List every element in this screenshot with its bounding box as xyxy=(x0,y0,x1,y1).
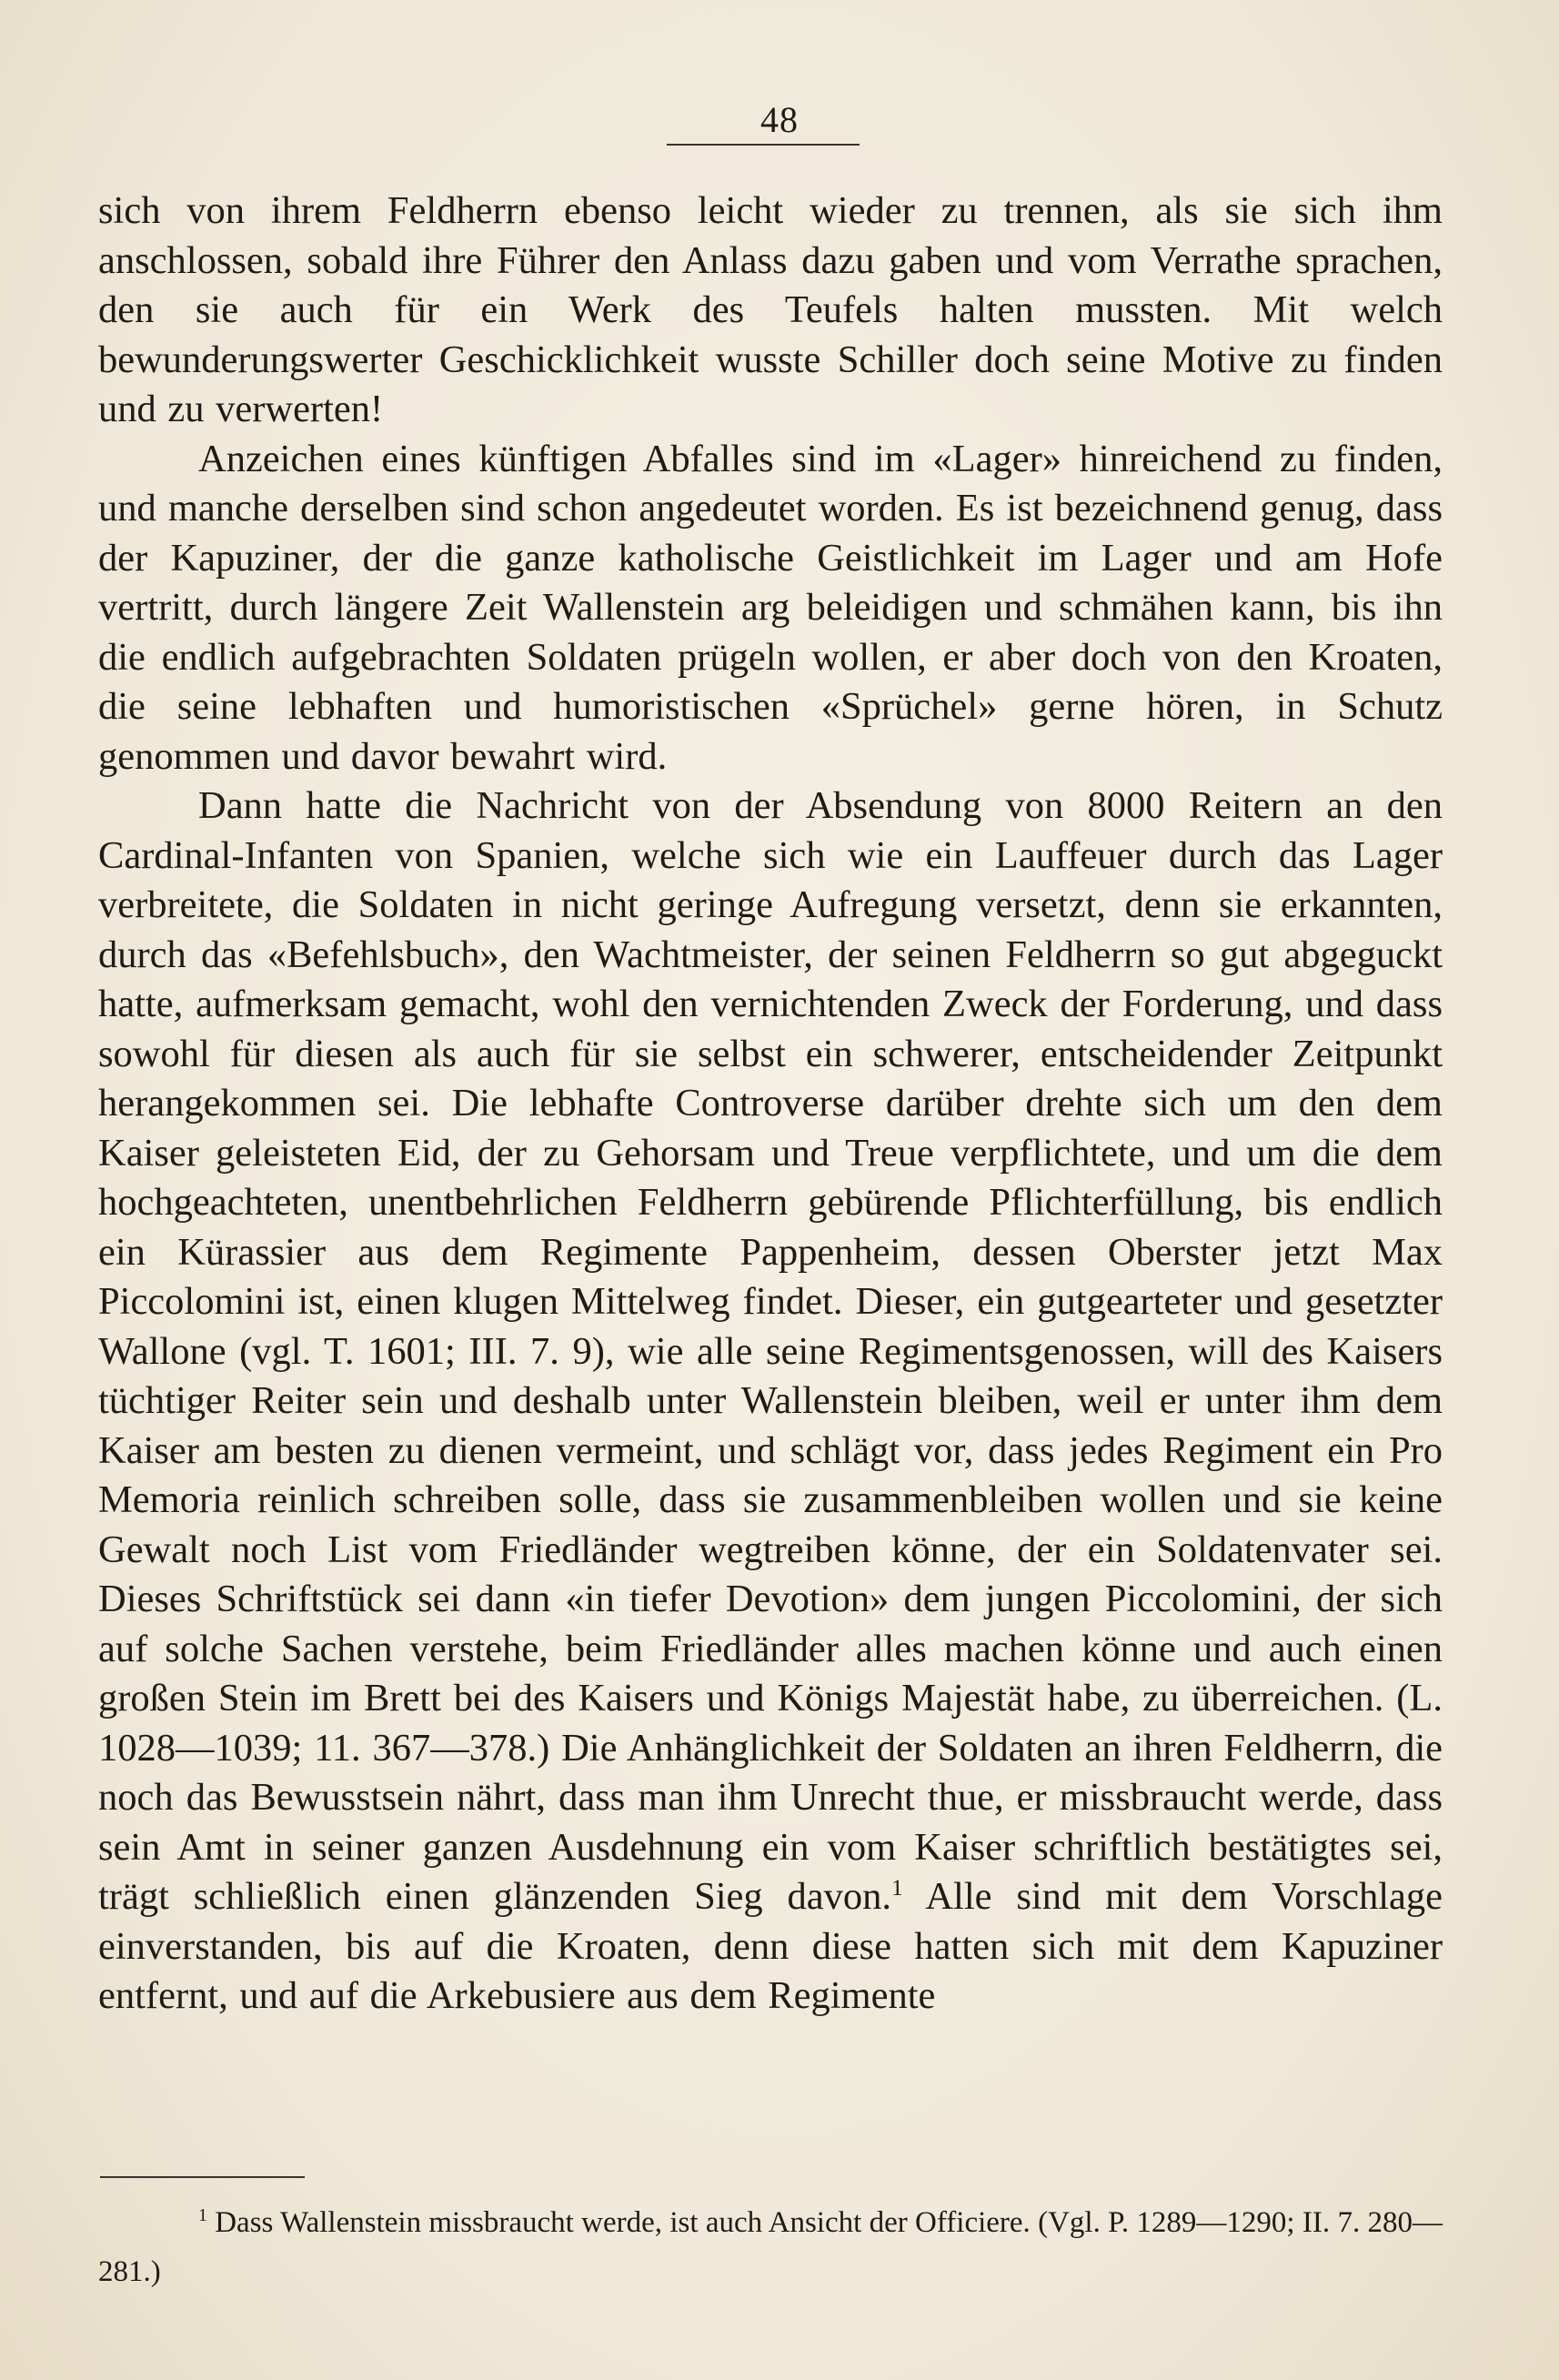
footnote-text: Dass Wallenstein missbraucht werde, ist auch Ansicht der Officiere. (Vgl. P. 1289—1290; II. 7. 280—281.) xyxy=(98,2206,1443,2288)
footnote-rule xyxy=(100,2176,305,2178)
paragraph-dann-tail: Alle sind mit dem Vorschlage einverstanden, bis auf die Kroaten, denn diese hatten sich mit dem Kapuziner entfernt, und auf die Arkebusiere aus dem Regimente xyxy=(98,1875,1443,2017)
paragraph-continuation: sich von ihrem Feldherrn ebenso leicht wieder zu trennen, als sie sich ihm anschlossen, sobald ihre Führer den Anlass dazu gaben und vom Verrathe sprachen, den sie auch für ein Werk des Teufels halten mussten. Mit welch bewunderungswerter Geschicklichkeit wusste Schiller doch seine Motive zu finden und zu verwerten! xyxy=(98,189,1443,430)
page-number: 48 xyxy=(760,99,799,140)
paragraph-dann xyxy=(98,782,1443,2022)
paragraph-anzeichen: Anzeichen eines künftigen Abfalles sind im «Lager» hinreichend zu finden, und manche derselben sind schon angedeutet worden. Es ist bezeichnend genug, dass der Kapuziner, der die ganze katholische Geistlichkeit im Lager und am Hofe vertritt, durch längere Zeit Wallenstein arg beleidigen und schmähen kann, bis ihn die endlich aufgebrachten Soldaten prügeln wollen, er aber doch von den Kroaten, die seine lebhaften und humoristischen «Sprüchel» gerne hören, in Schutz genommen und davor bewahrt wird. xyxy=(98,437,1443,778)
footnote xyxy=(98,2198,1443,2296)
paragraph-dann-text: Dann hatte die Nachricht von der Absendung von 8000 Reitern an den Cardinal-Infanten von Spanien, welche sich wie ein Lauffeuer durch das Lager verbreitete, die Soldaten in nicht geringe Aufregung versetzt, denn sie erkannten, durch das «Befehlsbuch», den Wachtmeister, der seinen Feldherrn so gut abgeguckt hatte, aufmerksam gemacht, wohl den vernichtenden Zweck der Forderung, und dass sowohl für diesen als auch für sie selbst ein schwerer, entscheidender Zeitpunkt herangekommen sei. Die lebhafte Controverse darüber drehte sich um den dem Kaiser geleisteten Eid, der zu Gehorsam und Treue verpflichtete, und um die dem hochgeachteten, unentbehrlichen Feldherrn gebürende Pflichterfüllung, bis endlich ein Kürassier aus dem Regimente Pappenheim, dessen Oberster jetzt Max Piccolomini ist, einen klugen Mittelweg findet. Dieser, ein gutgearteter und gesetzter Wallone (vgl. T. 1601; III. 7. 9), wie alle seine Regimentsgenossen, will des Kaisers tüchtiger Reiter sein und deshalb unter Wallenstein bleiben, weil er unter ihm dem Kaiser am besten zu dienen vermeint, und schlägt vor, dass jedes Regiment ein Pro Memoria reinlich schreiben solle, dass sie zusammenbleiben wollen und sie keine Gewalt noch List vom Friedländer wegtreiben könne, der ein Soldatenvater sei. Dieses Schriftstück sei dann «in tiefer Devotion» dem jungen Piccolomini, der sich auf solche Sachen verstehe, beim Friedländer alles machen könne und auch einen großen Stein im Brett bei des Kaisers und Königs Majestät habe, zu überreichen. (L. 1028—1039; 11. 367—378.) Die Anhänglichkeit der Soldaten an ihren Feldherrn, die noch das Bewusstsein nährt, dass man ihm Unrecht thue, er missbraucht werde, dass sein Amt in seiner ganzen Ausdehnung ein vom Kaiser schriftlich bestätigtes sei, trägt schließlich einen glänzenden Sieg davon. xyxy=(98,784,1443,1918)
footnote-marker: 1 xyxy=(198,2205,207,2225)
body-text xyxy=(98,187,1443,2022)
footnote-reference: 1 xyxy=(891,1873,903,1901)
header-rule xyxy=(667,144,860,146)
